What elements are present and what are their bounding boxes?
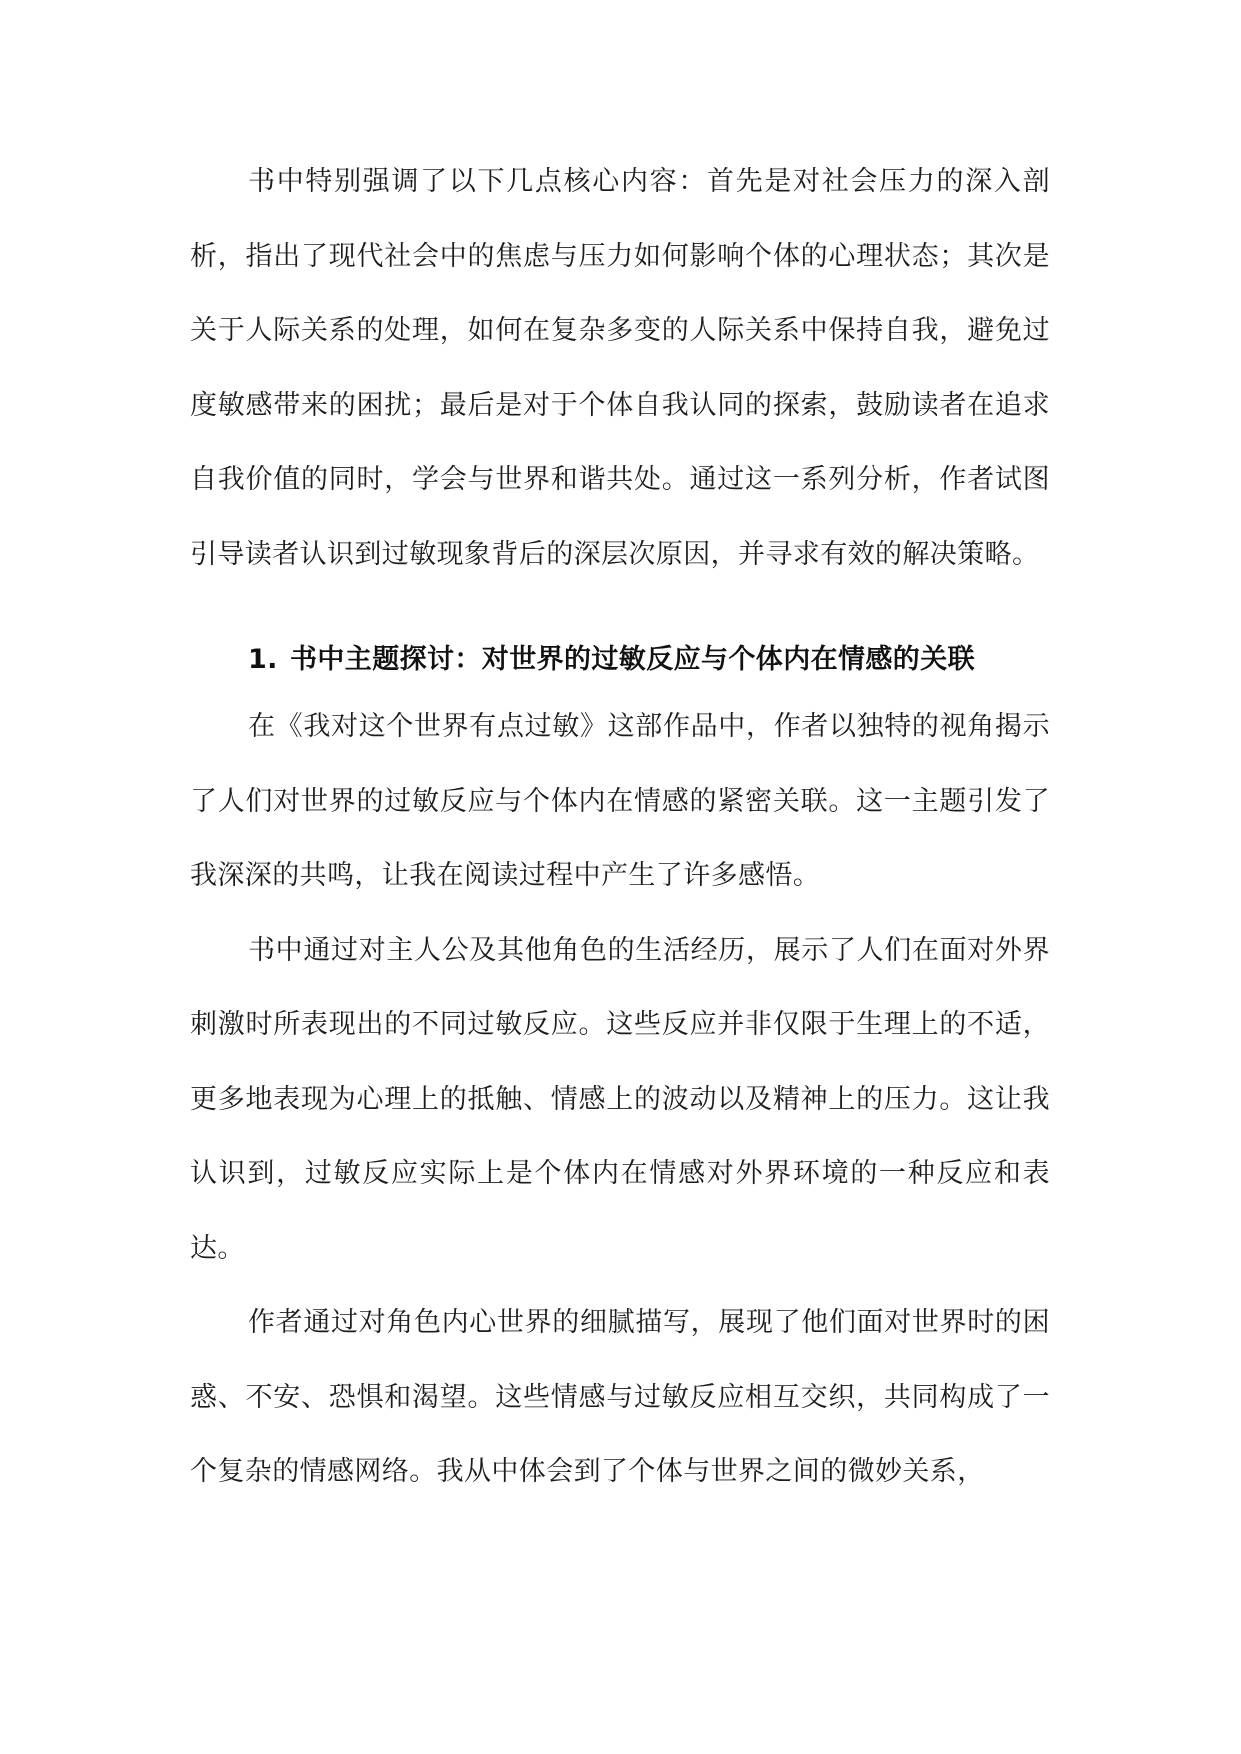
document-body (190, 145, 1050, 1510)
section-number: 1. (248, 644, 278, 675)
paragraph-intro: 在《我对这个世界有点过敏》这部作品中，作者以独特的视角揭示了人们对世界的过敏反应与个体内在情感的紧密关联。这一主题引发了我深深的共鸣，让我在阅读过程中产生了许多感悟。 (190, 711, 1050, 891)
section-title: 书中主题探讨：对世界的过敏反应与个体内在情感的关联 (290, 644, 975, 675)
paragraph-reactions: 书中通过对主人公及其他角色的生活经历，展示了人们在面对外界刺激时所表现出的不同过敏反应。这些反应并非仅限于生理上的不适，更多地表现为心理上的抵触、情感上的波动以及精神上的压力。这让我认识到，过敏反应实际上是个体内在情感对外界环境的一种反应和表达。 (190, 934, 1050, 1264)
section-heading (190, 630, 1050, 690)
paragraph-core-content: 书中特别强调了以下几点核心内容：首先是对社会压力的深入剖析，指出了现代社会中的焦虑与压力如何影响个体的心理状态；其次是关于人际关系的处理，如何在复杂多变的人际关系中保持自我，避免过度敏感带来的困扰；最后是对于个体自我认同的探索，鼓励读者在追求自我价值的同时，学会与世界和谐共处。通过这一系列分析，作者试图引导读者认识到过敏现象背后的深层次原因，并寻求有效的解决策略。 (190, 166, 1050, 570)
paragraph-emotions: 作者通过对角色内心世界的细腻描写，展现了他们面对世界时的困惑、不安、恐惧和渴望。这些情感与过敏反应相互交织，共同构成了一个复杂的情感网络。我从中体会到了个体与世界之间的微妙关系， (190, 1307, 1050, 1487)
